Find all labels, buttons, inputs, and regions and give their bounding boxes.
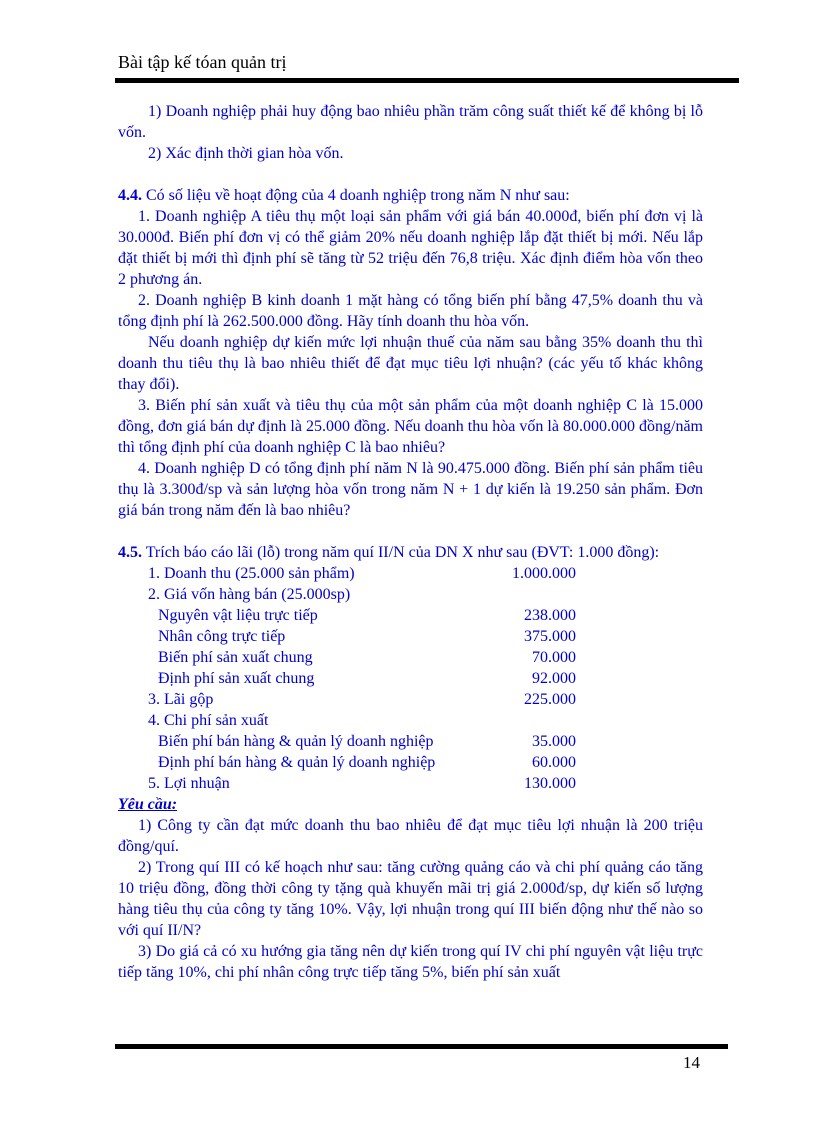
requirements-label: Yêu cầu: bbox=[118, 796, 178, 813]
table-row bbox=[118, 668, 703, 689]
exercise-number: 4.5. bbox=[118, 544, 142, 561]
page-number: 14 bbox=[683, 1053, 700, 1072]
page-header-title: Bài tập kế tóan quản trị bbox=[118, 52, 287, 72]
table-row bbox=[118, 605, 703, 626]
exercise-4-4-part-4: 4. Doanh nghiệp D có tổng định phí năm N là 90.475.000 đồng. Biến phí sản phẩm tiêu thụ là 3.300đ/sp và sản lượng hòa vốn trong năm N + 1 dự kiến là 19.250 sản phẩm. Đơn giá bán trong năm đến là bao nhiêu? bbox=[118, 460, 703, 519]
exercise-number: 4.4. bbox=[118, 187, 142, 204]
header-divider bbox=[115, 78, 739, 83]
row-value: 225.000 bbox=[524, 691, 576, 708]
exercise-4-4-part-3: 3. Biến phí sản xuất và tiêu thụ của một sản phẩm của một doanh nghiệp C là 15.000 đồng, đơn giá bán dự định là 25.000 đồng. Nếu doanh thu hòa vốn là 80.000.000 đồng/năm thì tổng định phí của doanh nghiệp C là bao nhiêu? bbox=[118, 397, 703, 456]
exercise-4-5-heading bbox=[118, 542, 703, 563]
exercise-4-4-part-2b: Nếu doanh nghiệp dự kiến mức lợi nhuận thuế của năm sau bằng 35% doanh thu thì doanh thu tiêu thụ là bao nhiêu thiết để đạt mục tiêu lợi nhuận? (các yếu tố khác không thay đổi). bbox=[118, 334, 703, 393]
row-label: 2. Giá vốn hàng bán (25.000sp) bbox=[148, 586, 351, 603]
row-value: 130.000 bbox=[524, 775, 576, 792]
row-value bbox=[458, 584, 576, 605]
intro-question-1: 1) Doanh nghiệp phải huy động bao nhiêu phần trăm công suất thiết kế để không bị lỗ vốn. bbox=[118, 103, 703, 141]
exercise-title: Trích báo cáo lãi (lỗ) trong năm quí II/N của DN X như sau (ĐVT: 1.000 đồng): bbox=[145, 544, 660, 561]
requirement-1: 1) Công ty cần đạt mức doanh thu bao nhiêu để đạt mục tiêu lợi nhuận là 200 triệu đồng/quí. bbox=[118, 817, 703, 855]
row-value: 35.000 bbox=[532, 733, 576, 750]
row-value: 375.000 bbox=[524, 628, 576, 645]
row-value: 70.000 bbox=[532, 649, 576, 666]
row-label: Định phí sản xuất chung bbox=[158, 670, 315, 687]
row-value: 92.000 bbox=[532, 670, 576, 687]
row-value: 238.000 bbox=[524, 607, 576, 624]
row-label: Biến phí sản xuất chung bbox=[158, 649, 313, 666]
table-row bbox=[118, 563, 703, 584]
requirement-3: 3) Do giá cả có xu hướng gia tăng nên dự kiến trong quí IV chi phí nguyên vật liệu trực tiếp tăng 10%, chi phí nhân công trực tiếp tăng 5%, biến phí sản xuất bbox=[118, 943, 703, 981]
spacer bbox=[118, 521, 703, 542]
table-row bbox=[118, 626, 703, 647]
row-value bbox=[458, 710, 576, 731]
table-row bbox=[118, 731, 703, 752]
footer-divider bbox=[115, 1044, 728, 1049]
table-row bbox=[118, 584, 703, 605]
table-row bbox=[118, 689, 703, 710]
row-label: Biến phí bán hàng & quản lý doanh nghiệp bbox=[158, 733, 434, 750]
table-row bbox=[118, 752, 703, 773]
row-label: 3. Lãi gộp bbox=[148, 691, 214, 708]
row-value: 60.000 bbox=[532, 754, 576, 771]
row-label: 4. Chi phí sản xuất bbox=[148, 712, 269, 729]
income-statement-table bbox=[118, 563, 703, 794]
requirement-2: 2) Trong quí III có kế hoạch như sau: tăng cường quảng cáo và chi phí quảng cáo tăng 10 triệu đồng, đồng thời công ty tặng quà khuyến mãi trị giá 2.000đ/sp, dự kiến số lượng hàng tiêu thụ của công ty tăng 10%. Vậy, lợi nhuận trong quí III biến động như thế nào so với quí II/N? bbox=[118, 859, 703, 939]
row-label: Định phí bán hàng & quản lý doanh nghiệp bbox=[158, 754, 436, 771]
table-row bbox=[118, 710, 703, 731]
intro-question-2: 2) Xác định thời gian hòa vốn. bbox=[148, 145, 344, 162]
table-row bbox=[118, 647, 703, 668]
requirements-heading bbox=[118, 794, 703, 815]
row-label: Nhân công trực tiếp bbox=[158, 628, 286, 645]
row-label: 1. Doanh thu (25.000 sản phẩm) bbox=[148, 565, 355, 582]
page-body bbox=[118, 101, 703, 983]
exercise-4-4-part-1: 1. Doanh nghiệp A tiêu thụ một loại sản phẩm với giá bán 40.000đ, biến phí đơn vị là 30.000đ. Biến phí đơn vị có thể giảm 20% nếu doanh nghiệp lắp đặt thiết bị mới. Nếu lắp đặt thiết bị mới thì định phí sẽ tăng từ 52 triệu đến 76,8 triệu. Xác định điểm hòa vốn theo 2 phương án. bbox=[118, 208, 703, 288]
exercise-title: Có số liệu về hoạt động của 4 doanh nghiệp trong năm N như sau: bbox=[146, 187, 570, 204]
spacer bbox=[118, 164, 703, 185]
exercise-4-4-heading bbox=[118, 185, 703, 206]
exercise-4-4-part-2: 2. Doanh nghiệp B kinh doanh 1 mặt hàng có tổng biến phí bằng 47,5% doanh thu và tổng định phí là 262.500.000 đồng. Hãy tính doanh thu hòa vốn. bbox=[118, 292, 703, 330]
row-label: 5. Lợi nhuận bbox=[148, 775, 230, 792]
row-value: 1.000.000 bbox=[512, 565, 576, 582]
row-label: Nguyên vật liệu trực tiếp bbox=[158, 607, 318, 624]
table-row bbox=[118, 773, 703, 794]
